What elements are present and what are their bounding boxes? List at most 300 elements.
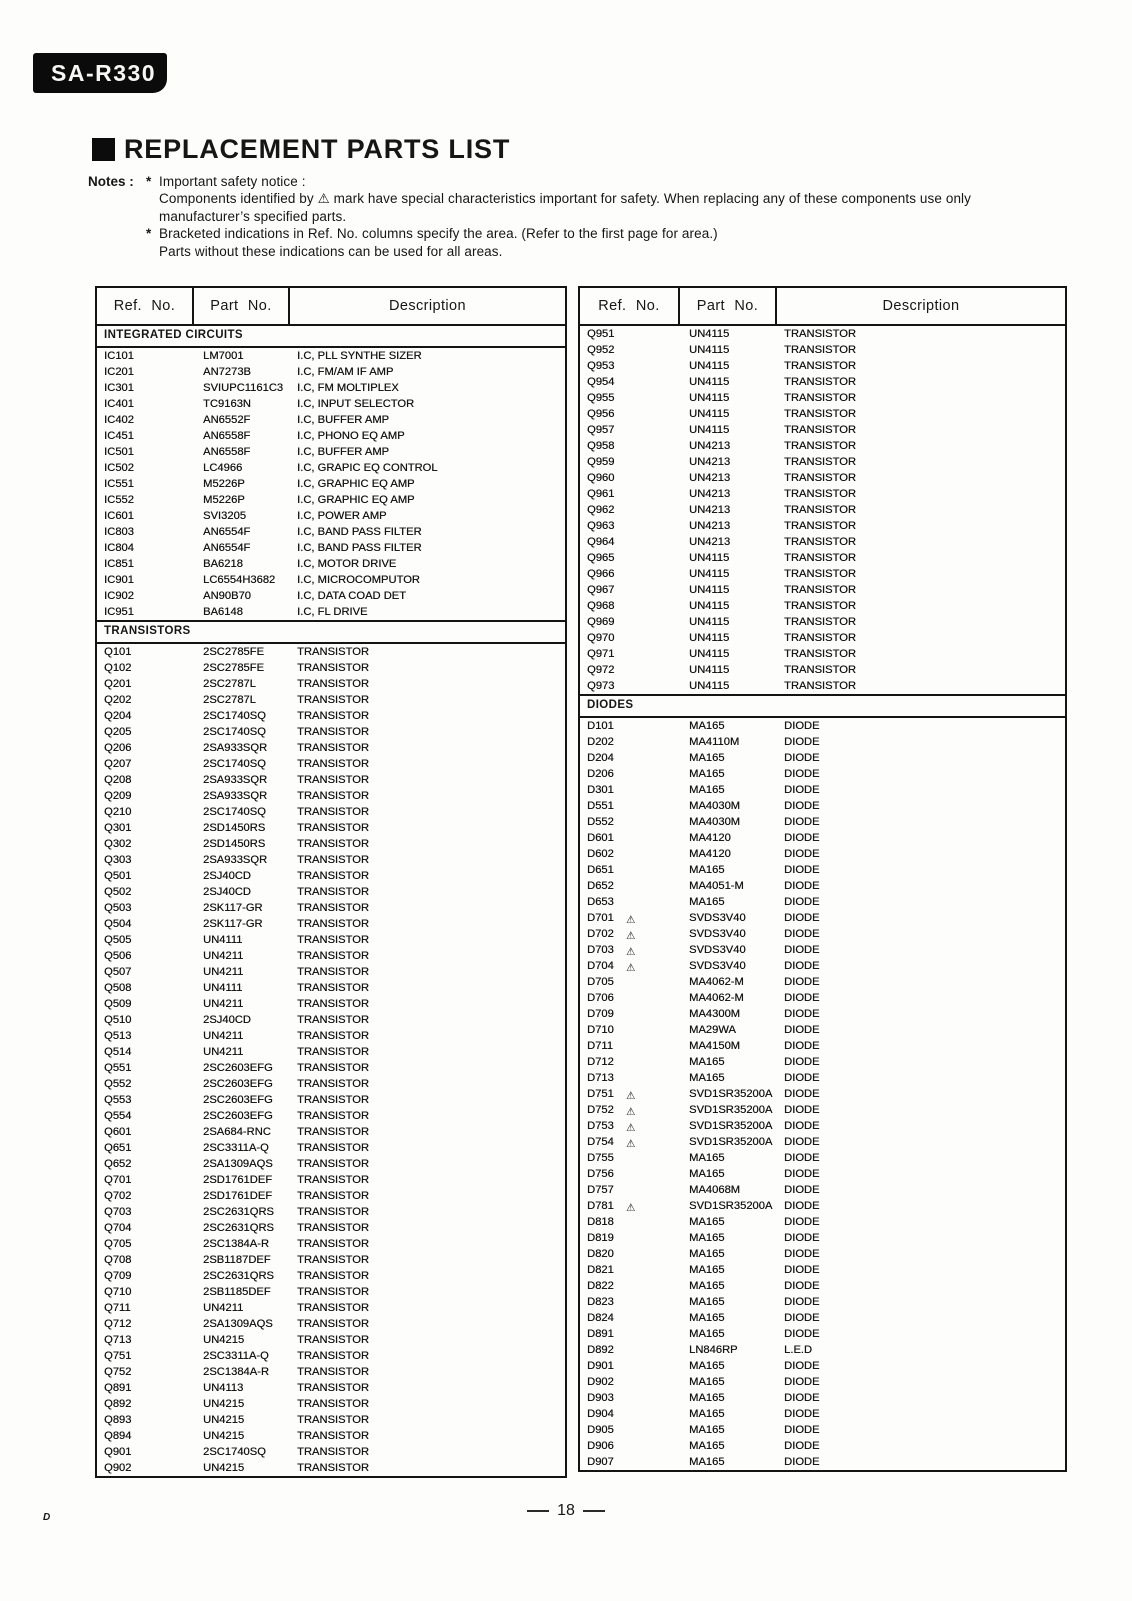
description-cell: TRANSISTOR: [784, 408, 856, 420]
ref-no-cell: Q709: [104, 1270, 132, 1282]
table-row: [97, 1204, 565, 1220]
part-no-cell: UN4115: [689, 424, 730, 436]
ref-no-cell: Q952: [587, 344, 615, 356]
part-no-cell: LC6554H3682: [203, 574, 276, 586]
table-row: [580, 550, 1065, 566]
part-no-cell: 2SC3311A-Q: [203, 1350, 269, 1362]
description-cell: TRANSISTOR: [297, 1030, 369, 1042]
ref-no-cell: Q972: [587, 664, 615, 676]
table-row: [97, 444, 565, 460]
ref-no-cell: Q206: [104, 742, 132, 754]
safety-warning-icon: ⚠: [626, 1106, 636, 1118]
table-row: [97, 724, 565, 740]
section-header: TRANSISTORS: [97, 620, 565, 644]
part-no-cell: UN4213: [689, 440, 731, 452]
table-row: [97, 1092, 565, 1108]
table-row: [580, 614, 1065, 630]
ref-no-cell: D901: [587, 1360, 614, 1372]
part-no-cell: AN6558F: [203, 446, 251, 458]
part-no-cell: UN4115: [689, 376, 730, 388]
ref-no-cell: Q651: [104, 1142, 132, 1154]
description-cell: DIODE: [784, 784, 820, 796]
table-row: [97, 1140, 565, 1156]
ref-no-cell: Q208: [104, 774, 132, 786]
ref-no-cell: Q202: [104, 694, 132, 706]
description-cell: DIODE: [784, 1248, 820, 1260]
ref-no-cell: Q891: [104, 1382, 132, 1394]
ref-no-cell: Q652: [104, 1158, 132, 1170]
description-cell: TRANSISTOR: [297, 694, 369, 706]
table-row: [97, 460, 565, 476]
description-cell: DIODE: [784, 1312, 820, 1324]
part-no-cell: 2SD1450RS: [203, 838, 266, 850]
description-cell: DIODE: [784, 1296, 820, 1308]
note-asterisk: *: [146, 226, 152, 242]
part-no-cell: 2SA1309AQS: [203, 1158, 273, 1170]
part-no-cell: MA165: [689, 720, 725, 732]
description-cell: DIODE: [784, 1136, 820, 1148]
table-row: [97, 1156, 565, 1172]
description-cell: TRANSISTOR: [784, 568, 856, 580]
description-cell: DIODE: [784, 800, 820, 812]
table-row: [580, 502, 1065, 518]
part-no-cell: AN90B70: [203, 590, 251, 602]
description-cell: DIODE: [784, 912, 820, 924]
ref-no-cell: Q505: [104, 934, 132, 946]
ref-no-cell: Q703: [104, 1206, 132, 1218]
table-row: [97, 492, 565, 508]
ref-no-cell: D904: [587, 1408, 614, 1420]
description-cell: TRANSISTOR: [784, 472, 856, 484]
ref-no-cell: D202: [587, 736, 614, 748]
table-row: [97, 1012, 565, 1028]
ref-no-cell: D756: [587, 1168, 614, 1180]
description-cell: TRANSISTOR: [297, 1302, 369, 1314]
ref-no-cell: Q713: [104, 1334, 132, 1346]
column-header-desc: Description: [389, 298, 466, 314]
part-no-cell: MA4150M: [689, 1040, 740, 1052]
table-row: [580, 326, 1065, 342]
description-cell: DIODE: [784, 1232, 820, 1244]
safety-warning-icon: ⚠: [626, 914, 636, 926]
ref-no-cell: Q710: [104, 1286, 132, 1298]
part-no-cell: MA165: [689, 1216, 725, 1228]
table-row: [97, 412, 565, 428]
ref-no-cell: D906: [587, 1440, 614, 1452]
table-row: [580, 798, 1065, 814]
ref-no-cell: Q951: [587, 328, 615, 340]
part-no-cell: SVIUPC1161C3: [203, 382, 284, 394]
ref-no-cell: Q302: [104, 838, 132, 850]
table-row: [580, 1358, 1065, 1374]
description-cell: TRANSISTOR: [297, 870, 369, 882]
table-row: [97, 756, 565, 772]
part-no-cell: UN4115: [689, 600, 730, 612]
table-row: [580, 782, 1065, 798]
ref-no-cell: Q601: [104, 1126, 132, 1138]
ref-no-cell: D204: [587, 752, 614, 764]
notes-block: [88, 173, 971, 260]
part-no-cell: MA165: [689, 1360, 725, 1372]
part-no-cell: SVDS3V40: [689, 960, 746, 972]
ref-no-cell: D653: [587, 896, 614, 908]
table-row: [580, 390, 1065, 406]
table-row: [97, 540, 565, 556]
description-cell: I.C, MOTOR DRIVE: [297, 558, 397, 570]
ref-no-cell: Q901: [104, 1446, 132, 1458]
description-cell: TRANSISTOR: [297, 1094, 369, 1106]
table-row: [580, 1182, 1065, 1198]
table-row: [580, 534, 1065, 550]
ref-no-cell: Q554: [104, 1110, 132, 1122]
description-cell: I.C, DATA COAD DET: [297, 590, 406, 602]
ref-no-cell: Q956: [587, 408, 615, 420]
table-row: [97, 916, 565, 932]
ref-no-cell: Q702: [104, 1190, 132, 1202]
ref-no-cell: D818: [587, 1216, 614, 1228]
description-cell: TRANSISTOR: [784, 552, 856, 564]
description-cell: I.C, FL DRIVE: [297, 606, 368, 618]
ref-no-cell: D891: [587, 1328, 614, 1340]
part-no-cell: 2SJ40CD: [203, 886, 251, 898]
part-no-cell: BA6148: [203, 606, 243, 618]
table-row: [97, 1028, 565, 1044]
description-cell: I.C, BAND PASS FILTER: [297, 542, 422, 554]
ref-no-cell: Q970: [587, 632, 615, 644]
description-cell: TRANSISTOR: [297, 1462, 369, 1474]
description-cell: DIODE: [784, 1280, 820, 1292]
part-no-cell: 2SA684-RNC: [203, 1126, 271, 1138]
ref-no-cell: Q968: [587, 600, 615, 612]
table-row: [580, 958, 1065, 974]
table-row: [580, 1166, 1065, 1182]
part-no-cell: UN4213: [689, 520, 731, 532]
part-no-cell: 2SC2785FE: [203, 662, 264, 674]
ref-no-cell: Q201: [104, 678, 132, 690]
notes-label: Notes :: [88, 174, 134, 189]
description-cell: TRANSISTOR: [297, 662, 369, 674]
ref-no-cell: IC951: [104, 606, 134, 618]
part-no-cell: UN4115: [689, 344, 730, 356]
part-no-cell: 2SD1761DEF: [203, 1174, 273, 1186]
table-row: [580, 846, 1065, 862]
part-no-cell: UN4213: [689, 536, 731, 548]
table-row: [97, 1332, 565, 1348]
description-cell: DIODE: [784, 1424, 820, 1436]
part-no-cell: UN4115: [689, 360, 730, 372]
description-cell: TRANSISTOR: [784, 424, 856, 436]
table-row: [580, 1214, 1065, 1230]
part-no-cell: UN4113: [203, 1382, 244, 1394]
table-row: [580, 454, 1065, 470]
part-no-cell: MA165: [689, 1456, 725, 1468]
table-row: [580, 646, 1065, 662]
table-row: [580, 734, 1065, 750]
description-cell: DIODE: [784, 1088, 820, 1100]
description-cell: DIODE: [784, 752, 820, 764]
description-cell: I.C, INPUT SELECTOR: [297, 398, 415, 410]
description-cell: TRANSISTOR: [297, 854, 369, 866]
table-row: [97, 964, 565, 980]
table-row: [580, 662, 1065, 678]
ref-no-cell: D903: [587, 1392, 614, 1404]
description-cell: TRANSISTOR: [297, 1286, 369, 1298]
part-no-cell: MA165: [689, 896, 725, 908]
ref-no-cell: Q966: [587, 568, 615, 580]
table-row: [580, 830, 1065, 846]
ref-no-cell: Q501: [104, 870, 132, 882]
description-cell: DIODE: [784, 1328, 820, 1340]
table-row: [580, 1070, 1065, 1086]
ref-no-cell: D652: [587, 880, 614, 892]
ref-no-cell: Q204: [104, 710, 132, 722]
part-no-cell: UN4211: [203, 966, 244, 978]
part-no-cell: 2SC3311A-Q: [203, 1142, 269, 1154]
part-no-cell: MA165: [689, 1072, 725, 1084]
ref-no-cell: D905: [587, 1424, 614, 1436]
description-cell: TRANSISTOR: [297, 886, 369, 898]
description-cell: TRANSISTOR: [784, 488, 856, 500]
ref-no-cell: Q964: [587, 536, 615, 548]
table-row: [97, 1044, 565, 1060]
description-cell: DIODE: [784, 1152, 820, 1164]
ref-no-cell: D601: [587, 832, 614, 844]
description-cell: TRANSISTOR: [784, 536, 856, 548]
description-cell: I.C, BUFFER AMP: [297, 446, 389, 458]
table-row: [97, 820, 565, 836]
part-no-cell: UN4115: [689, 584, 730, 596]
description-cell: DIODE: [784, 1200, 820, 1212]
ref-no-cell: Q513: [104, 1030, 132, 1042]
description-cell: TRANSISTOR: [297, 1270, 369, 1282]
ref-no-cell: Q965: [587, 552, 615, 564]
description-cell: DIODE: [784, 1120, 820, 1132]
table-row: [97, 932, 565, 948]
note-asterisk: [146, 243, 159, 260]
part-no-cell: UN4215: [203, 1334, 245, 1346]
table-row: [97, 476, 565, 492]
part-no-cell: 2SC1740SQ: [203, 1446, 266, 1458]
part-no-cell: MA165: [689, 768, 725, 780]
ref-no-cell: Q957: [587, 424, 615, 436]
table-row: [580, 1454, 1065, 1470]
description-cell: I.C, GRAPIC EQ CONTROL: [297, 462, 438, 474]
ref-no-cell: Q102: [104, 662, 132, 674]
ref-no-cell: IC551: [104, 478, 134, 490]
description-cell: TRANSISTOR: [784, 328, 856, 340]
ref-no-cell: D710: [587, 1024, 614, 1036]
part-no-cell: SVD1SR35200A: [689, 1104, 773, 1116]
ref-no-cell: Q507: [104, 966, 132, 978]
table-row: [97, 572, 565, 588]
ref-no-cell: Q708: [104, 1254, 132, 1266]
ref-no-cell: Q712: [104, 1318, 132, 1330]
part-no-cell: UN4115: [689, 616, 730, 628]
table-row: [97, 604, 565, 620]
ref-no-cell: D206: [587, 768, 614, 780]
table-row: [580, 718, 1065, 734]
parts-table-right: [578, 286, 1067, 1472]
table-row: [97, 1460, 565, 1476]
safety-warning-icon: ⚠: [626, 1202, 636, 1214]
description-cell: TRANSISTOR: [297, 982, 369, 994]
part-no-cell: MA165: [689, 784, 725, 796]
part-no-cell: 2SK117-GR: [203, 918, 263, 930]
description-cell: TRANSISTOR: [297, 1430, 369, 1442]
description-cell: DIODE: [784, 944, 820, 956]
description-cell: DIODE: [784, 1104, 820, 1116]
part-no-cell: MA165: [689, 864, 725, 876]
part-no-cell: MA4110M: [689, 736, 740, 748]
table-row: [580, 894, 1065, 910]
column-header-ref: Ref. No.: [97, 288, 194, 324]
ref-no-cell: Q551: [104, 1062, 132, 1074]
description-cell: TRANSISTOR: [297, 1350, 369, 1362]
part-no-cell: UN4115: [689, 648, 730, 660]
part-no-cell: LM7001: [203, 350, 244, 362]
ref-no-cell: Q504: [104, 918, 132, 930]
ref-no-cell: Q902: [104, 1462, 132, 1474]
ref-no-cell: Q961: [587, 488, 615, 500]
description-cell: TRANSISTOR: [297, 1238, 369, 1250]
table-row: [580, 438, 1065, 454]
part-no-cell: UN4115: [689, 680, 730, 692]
description-cell: TRANSISTOR: [297, 1206, 369, 1218]
part-no-cell: UN4211: [203, 1030, 244, 1042]
ref-no-cell: Q711: [104, 1302, 131, 1314]
table-row: [97, 1252, 565, 1268]
table-row: [97, 1348, 565, 1364]
ref-no-cell: IC501: [104, 446, 134, 458]
footer-dash: [527, 1510, 549, 1512]
ref-no-cell: D705: [587, 976, 614, 988]
part-no-cell: AN6554F: [203, 542, 251, 554]
description-cell: TRANSISTOR: [297, 1078, 369, 1090]
page-number: 18: [557, 1502, 575, 1519]
part-no-cell: UN4215: [203, 1462, 245, 1474]
ref-no-cell: D820: [587, 1248, 614, 1260]
part-no-cell: 2SB1185DEF: [203, 1286, 271, 1298]
ref-no-cell: Q962: [587, 504, 615, 516]
ref-no-cell: IC552: [104, 494, 134, 506]
ref-no-cell: Q553: [104, 1094, 132, 1106]
part-no-cell: 2SD1761DEF: [203, 1190, 273, 1202]
table-row: [580, 1246, 1065, 1262]
part-no-cell: 2SJ40CD: [203, 870, 251, 882]
table-row: [580, 582, 1065, 598]
table-row: [97, 1428, 565, 1444]
ref-no-cell: D651: [587, 864, 614, 876]
description-cell: DIODE: [784, 848, 820, 860]
table-row: [97, 556, 565, 572]
ref-no-cell: Q973: [587, 680, 615, 692]
part-no-cell: 2SC2787L: [203, 678, 256, 690]
description-cell: TRANSISTOR: [297, 806, 369, 818]
description-cell: TRANSISTOR: [784, 456, 856, 468]
description-cell: DIODE: [784, 768, 820, 780]
part-no-cell: MA165: [689, 1168, 725, 1180]
ref-no-cell: Q953: [587, 360, 615, 372]
table-row: [97, 508, 565, 524]
column-header-desc: Description: [882, 298, 960, 314]
safety-warning-icon: ⚠: [626, 1122, 636, 1134]
ref-no-cell: D702 ⚠: [587, 928, 636, 942]
ref-no-cell: D704 ⚠: [587, 960, 636, 974]
description-cell: TRANSISTOR: [297, 1446, 369, 1458]
part-no-cell: MA165: [689, 1248, 725, 1260]
part-no-cell: UN4211: [203, 1302, 244, 1314]
ref-no-cell: IC803: [104, 526, 134, 538]
ref-no-cell: IC502: [104, 462, 134, 474]
table-row: [580, 814, 1065, 830]
description-cell: DIODE: [784, 720, 820, 732]
ref-no-cell: Q959: [587, 456, 615, 468]
ref-no-cell: Q892: [104, 1398, 132, 1410]
part-no-cell: 2SC2631QRS: [203, 1270, 274, 1282]
table-row: [580, 1326, 1065, 1342]
table-row: [97, 1236, 565, 1252]
table-row: [97, 1364, 565, 1380]
page-footer: [0, 1502, 1132, 1520]
description-cell: DIODE: [784, 1456, 820, 1468]
description-cell: I.C, POWER AMP: [297, 510, 387, 522]
part-no-cell: UN4215: [203, 1414, 245, 1426]
ref-no-cell: Q969: [587, 616, 615, 628]
table-row: [580, 878, 1065, 894]
ref-no-cell: D757: [587, 1184, 614, 1196]
part-no-cell: MA165: [689, 1392, 725, 1404]
table-row: [580, 1390, 1065, 1406]
part-no-cell: 2SC2631QRS: [203, 1206, 274, 1218]
ref-no-cell: Q893: [104, 1414, 132, 1426]
description-cell: DIODE: [784, 1168, 820, 1180]
table-row: [97, 364, 565, 380]
table-row: [580, 1150, 1065, 1166]
ref-no-cell: Q704: [104, 1222, 132, 1234]
description-cell: TRANSISTOR: [784, 680, 856, 692]
part-no-cell: MA165: [689, 1328, 725, 1340]
ref-no-cell: D551: [587, 800, 614, 812]
description-cell: TRANSISTOR: [784, 440, 856, 452]
ref-no-cell: Q303: [104, 854, 132, 866]
description-cell: TRANSISTOR: [784, 648, 856, 660]
note-asterisk: [146, 208, 159, 225]
table-row: [580, 1294, 1065, 1310]
table-row: [580, 630, 1065, 646]
part-no-cell: UN4211: [203, 950, 244, 962]
part-no-cell: AN6552F: [203, 414, 251, 426]
part-no-cell: MA165: [689, 1408, 725, 1420]
note-text: Parts without these indications can be used for all areas.: [159, 243, 503, 259]
table-row: [97, 740, 565, 756]
description-cell: DIODE: [784, 832, 820, 844]
ref-no-cell: Q514: [104, 1046, 132, 1058]
table-row: [580, 910, 1065, 926]
part-no-cell: MA165: [689, 1440, 725, 1452]
description-cell: TRANSISTOR: [297, 1366, 369, 1378]
table-row: [580, 1054, 1065, 1070]
table-row: [580, 1118, 1065, 1134]
ref-no-cell: D754 ⚠: [587, 1136, 636, 1150]
description-cell: DIODE: [784, 1184, 820, 1196]
column-header-part: Part No.: [194, 288, 290, 324]
description-cell: L.E.D: [784, 1344, 812, 1356]
part-no-cell: TC9163N: [203, 398, 251, 410]
part-no-cell: 2SA933SQR: [203, 790, 268, 802]
description-cell: TRANSISTOR: [297, 774, 369, 786]
description-cell: DIODE: [784, 1216, 820, 1228]
description-cell: TRANSISTOR: [297, 646, 369, 658]
